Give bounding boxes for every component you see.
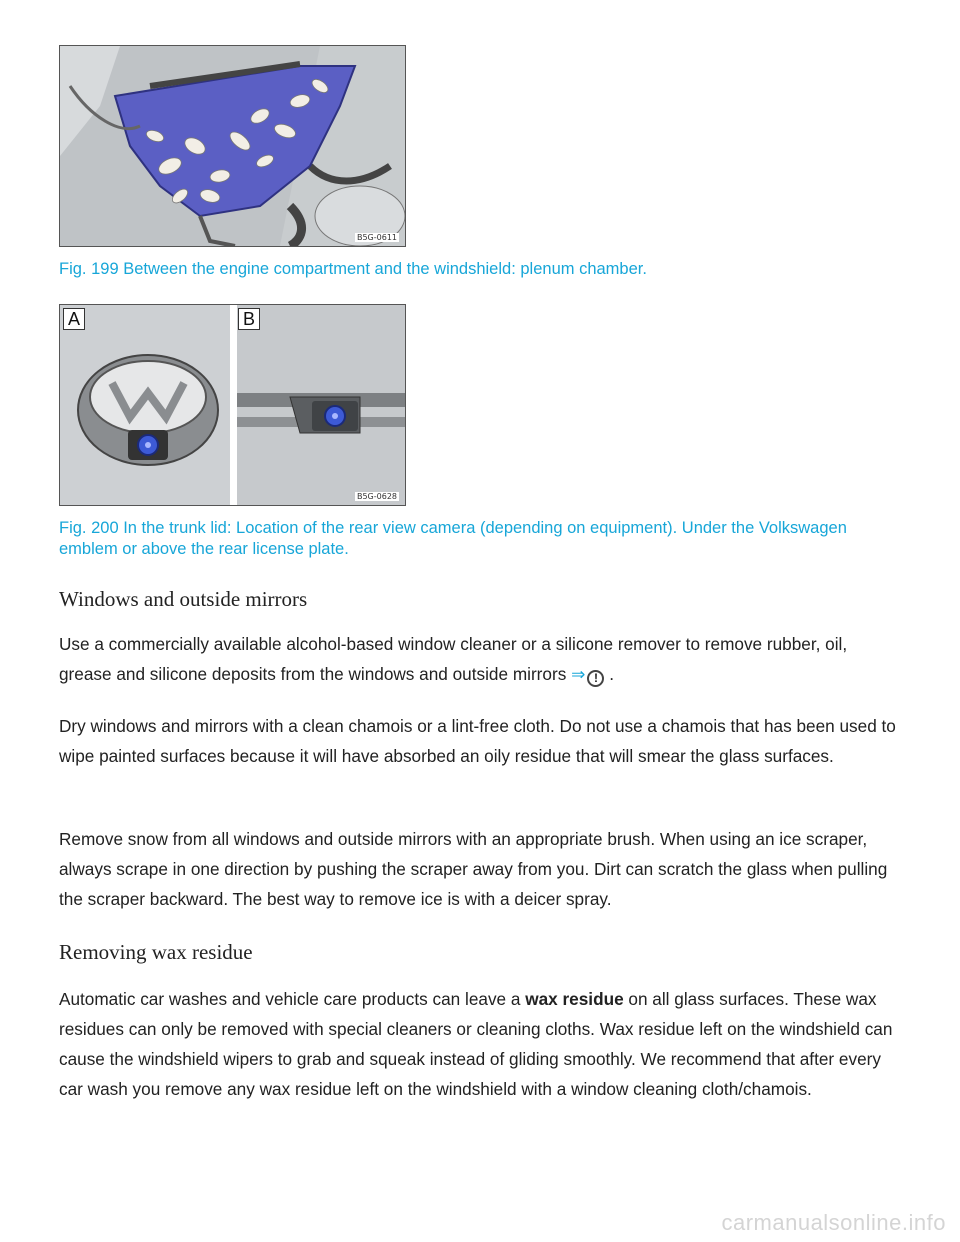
- paragraph-text: on all glass surfaces. These wax residues can only be removed with special cleaners or cleaning cloths. Wax residue left on the windshield can cause the windshield wipers to grab and squeak instead of gliding smoothly. We recommend that after every car wash you remove any wax residue left on the windshield with a window cleaning cloth/chamois.: [59, 989, 893, 1099]
- paragraph-text: Use a commercially available alcohol-based window cleaner or a silicone remover to remove rubber, oil, grease and silicone deposits from the windows and outside mirrors: [59, 634, 848, 684]
- panel-a-emblem: [78, 355, 218, 465]
- paragraph-text: Automatic car washes and vehicle care products can leave a: [59, 989, 526, 1009]
- paragraph-snow-removal: Remove snow from all windows and outside mirrors with an appropriate brush. When using an ice scraper, always scrape in one direction by pushing the scraper away from you. Dirt can scratch the glass when pulling the scraper backward. The best way to remove ice is with a deicer spray.: [59, 829, 888, 909]
- paragraph-wax-residue: [59, 984, 901, 1104]
- paragraph-end: .: [604, 664, 615, 684]
- panel-a-label: A: [63, 308, 85, 330]
- figure-199-caption: Fig. 199 Between the engine compartment and the windshield: plenum chamber.: [59, 260, 647, 278]
- warning-icon[interactable]: !: [587, 670, 604, 687]
- paragraph-cleaner: [59, 629, 901, 689]
- warning-reference-arrow[interactable]: ⇒: [571, 664, 586, 684]
- figure-200-illustration: [59, 304, 406, 506]
- rear-camera-drawing: [60, 305, 405, 505]
- bold-term: wax residue: [525, 989, 624, 1009]
- figure-code: B5G-0628: [356, 492, 397, 501]
- panel-b-label: B: [238, 308, 260, 330]
- figure-200-caption: Fig. 200 In the trunk lid: Location of the rear view camera (depending on equipment). Under the Volkswagen emblem or above the rear license plate.: [59, 519, 847, 558]
- figure-199-illustration: [59, 45, 406, 247]
- watermark: carmanualsonline.info: [721, 1210, 946, 1235]
- plenum-chamber-drawing: [60, 46, 405, 246]
- section-heading-windows: Windows and outside mirrors: [59, 587, 308, 611]
- section-heading-wax: Removing wax residue: [59, 940, 253, 964]
- figure-code: B5G-0611: [356, 233, 397, 242]
- paragraph-drying: Dry windows and mirrors with a clean chamois or a lint-free cloth. Do not use a chamois that has been used to wipe painted surfaces because it will have absorbed an oily residue that will smear the glass surfaces.: [59, 716, 896, 766]
